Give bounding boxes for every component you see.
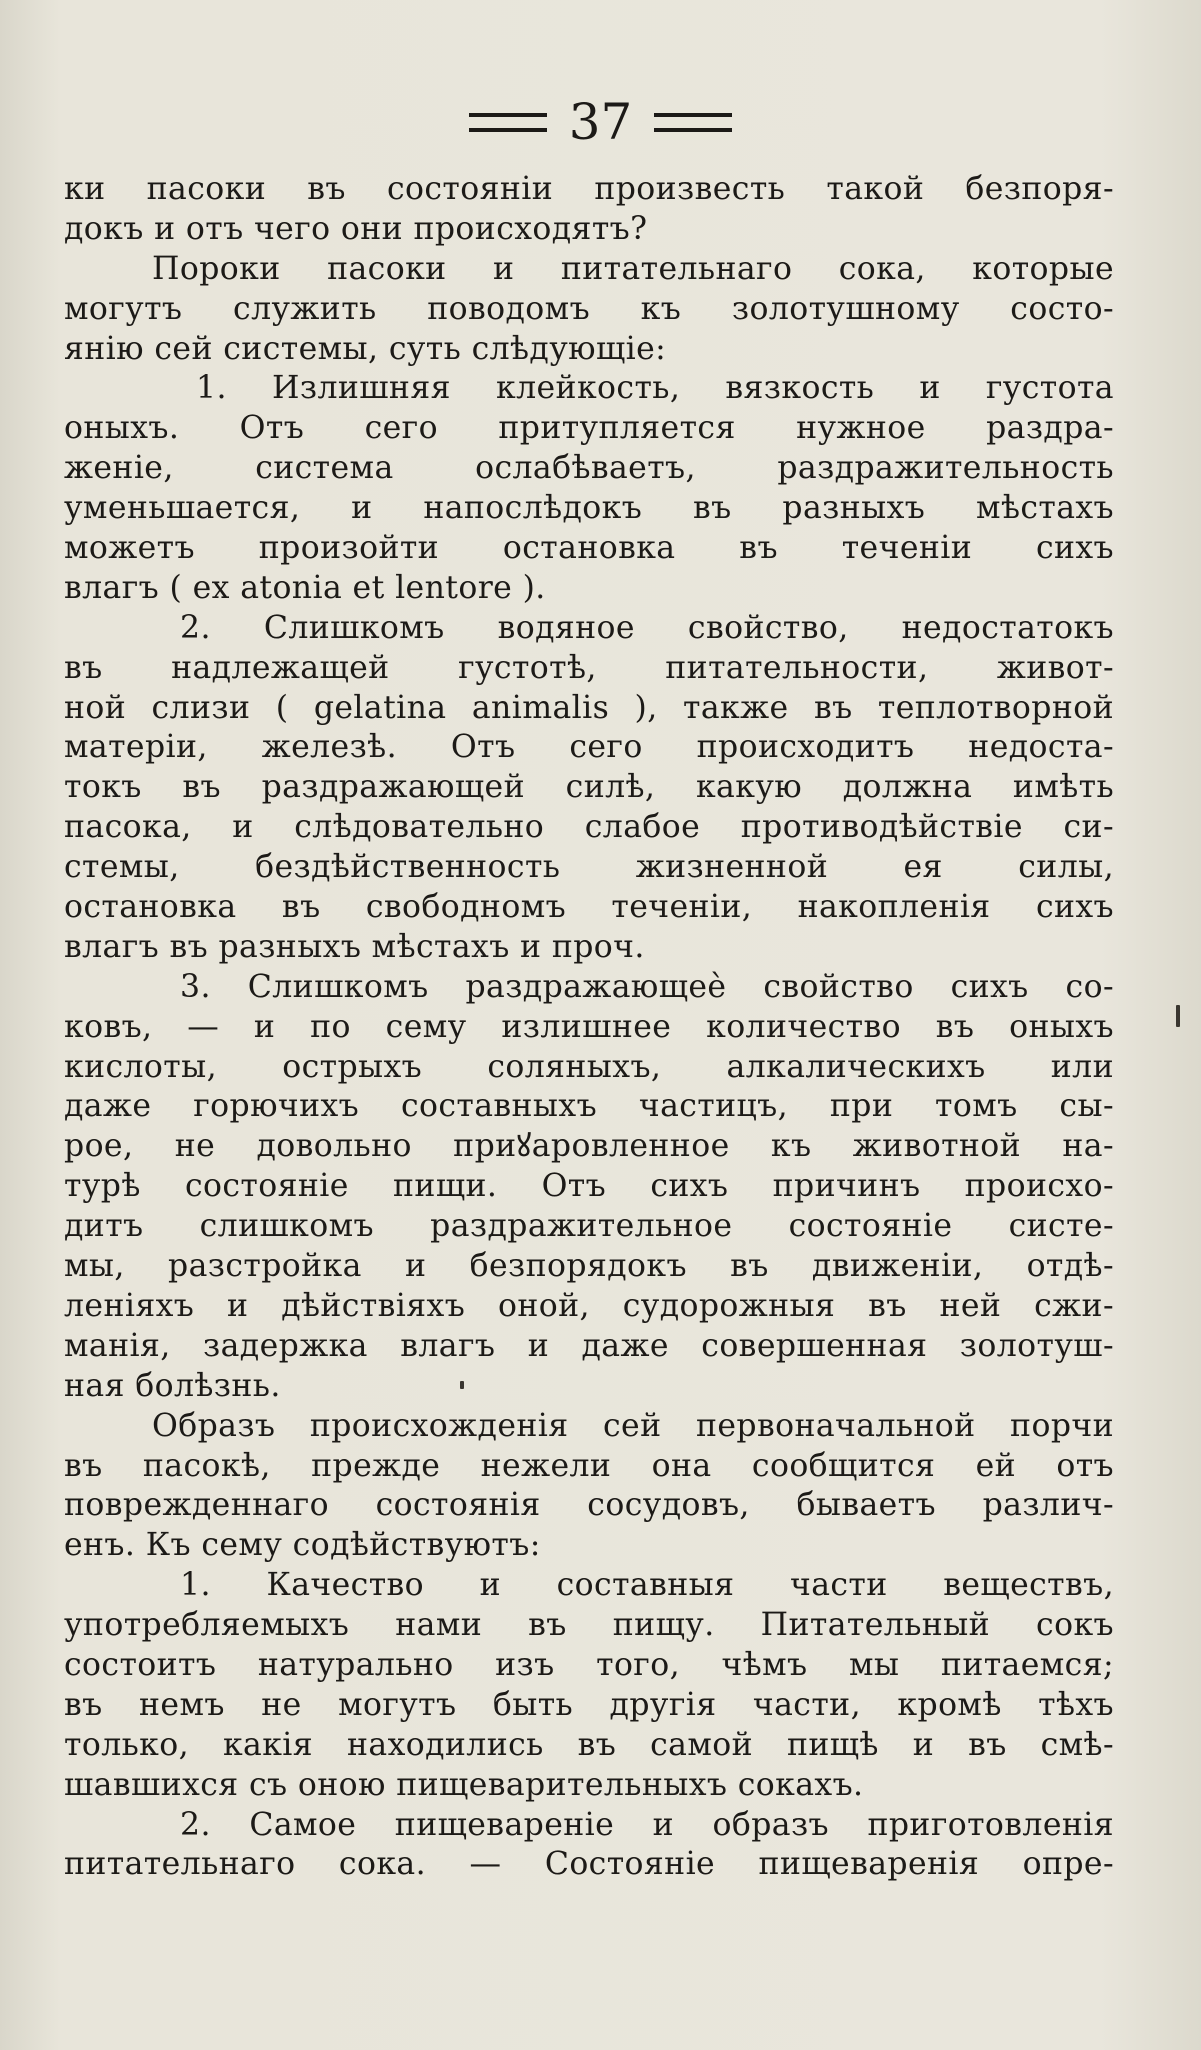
text-line: янiю сей системы, суть слѣдующiе:	[64, 330, 667, 367]
text-line: употребляемыхъ нами въ пищу. Питательный сокъ	[64, 1607, 1114, 1644]
text-line: ковъ, — и по сему излишнее количество въ оныхъ	[64, 1008, 1114, 1045]
text-line: мы, разстройка и безпорядокъ въ движенiи, отдѣ-	[64, 1248, 1114, 1285]
page-header	[0, 92, 1201, 152]
text-line: поврежденнаго состоянiя сосудовъ, бываетъ различ-	[64, 1487, 1114, 1524]
text-line: Образъ происхожденiя сей первоначальной порчи	[152, 1407, 1114, 1444]
text-line: ки пасоки въ состоянiи произвесть такой безпоря-	[64, 171, 1114, 207]
body-text	[64, 170, 1114, 1885]
text-line: влагъ въ разныхъ мѣстахъ и проч.	[64, 928, 645, 965]
text-line: докъ и отъ чего они происходятъ?	[64, 210, 648, 247]
text-line: состоитъ натурально изъ того, чѣмъ мы питаемся;	[64, 1646, 1114, 1683]
text-line: кислоты, острыхъ соляныхъ, алкалическихъ или	[64, 1048, 1114, 1085]
text-line: дитъ слишкомъ раздражительное состоянiе систе-	[64, 1208, 1114, 1245]
ink-speck	[1176, 1005, 1180, 1027]
text-line: 3. Слишкомъ раздражающеѐ свойство сихъ со-	[180, 968, 1114, 1005]
text-line: стемы, бездѣйственность жизненной ея силы,	[64, 849, 1114, 886]
text-line: токъ въ раздражающей силѣ, какую должна имѣть	[64, 769, 1114, 806]
text-line: влагъ ( ex atonia et lentore ).	[64, 569, 546, 606]
ink-speck	[460, 1381, 464, 1389]
text-line: ной слизи ( gelatina animalis ), также въ теплотворной	[64, 689, 1114, 726]
text-line: 1. Качество и составныя части веществъ,	[180, 1567, 1114, 1604]
text-line: 2. Слишкомъ водяное свойство, недостатокъ	[180, 609, 1114, 646]
text-line: уменьшается, и напослѣдокъ въ разныхъ мѣстахъ	[64, 490, 1114, 527]
text-line: матерiи, железѣ. Отъ сего происходитъ недоста-	[64, 729, 1114, 766]
text-line: только, какiя находились въ самой пищѣ и въ смѣ-	[64, 1726, 1114, 1763]
text-line: 2. Самое пищеваренiе и образъ приготовленiя	[180, 1806, 1114, 1843]
text-line: енъ. Къ сему содѣйствуютъ:	[64, 1527, 541, 1564]
text-line: остановка въ свободномъ теченiи, накопленiя сихъ	[64, 889, 1114, 926]
text-line: въ пасокѣ, прежде нежели она сообщится ей отъ	[64, 1447, 1114, 1484]
text-line: 1. Излишняя клейкость, вязкость и густота	[196, 370, 1114, 407]
text-line: питательнаго сока. — Состоянiе пищеваренiя опре-	[64, 1846, 1114, 1883]
header-rule-right	[654, 113, 732, 132]
text-line: можетъ произойти остановка въ теченiи сихъ	[64, 530, 1114, 567]
text-line: въ немъ не могутъ быть другiя части, кромѣ тѣхъ	[64, 1686, 1114, 1723]
text-line: женiе, система ослабѣваетъ, раздражительность	[64, 450, 1114, 487]
page-number: 37	[568, 93, 633, 151]
text-line: шавшихся съ оною пищеварительныхъ сокахъ.	[64, 1766, 864, 1803]
text-line: оныхъ. Отъ сего притупляется нужное раздра-	[64, 410, 1114, 447]
text-line: пасока, и слѣдовательно слабое противодѣйствiе си-	[64, 809, 1114, 846]
text-line: ная болѣзнь.	[64, 1367, 281, 1404]
text-line: Пороки пасоки и питательнаго сока, которые	[152, 250, 1114, 287]
text-line: ленiяхъ и дѣйствiяхъ оной, судорожныя въ ней сжи-	[64, 1287, 1114, 1324]
text-line: рое, не довольно приꙋаровленное къ животной на-	[64, 1128, 1114, 1165]
text-line: въ надлежащей густотѣ, питательности, живот-	[64, 649, 1114, 686]
header-rule-left	[469, 113, 547, 132]
text-line: даже горючихъ составныхъ частицъ, при томъ сы-	[64, 1088, 1114, 1125]
text-line: турѣ состоянiе пищи. Отъ сихъ причинъ происхо-	[64, 1168, 1114, 1205]
text-line: манiя, задержка влагъ и даже совершенная золотуш-	[64, 1327, 1114, 1364]
text-line: могутъ служить поводомъ къ золотушному состо-	[64, 290, 1114, 327]
